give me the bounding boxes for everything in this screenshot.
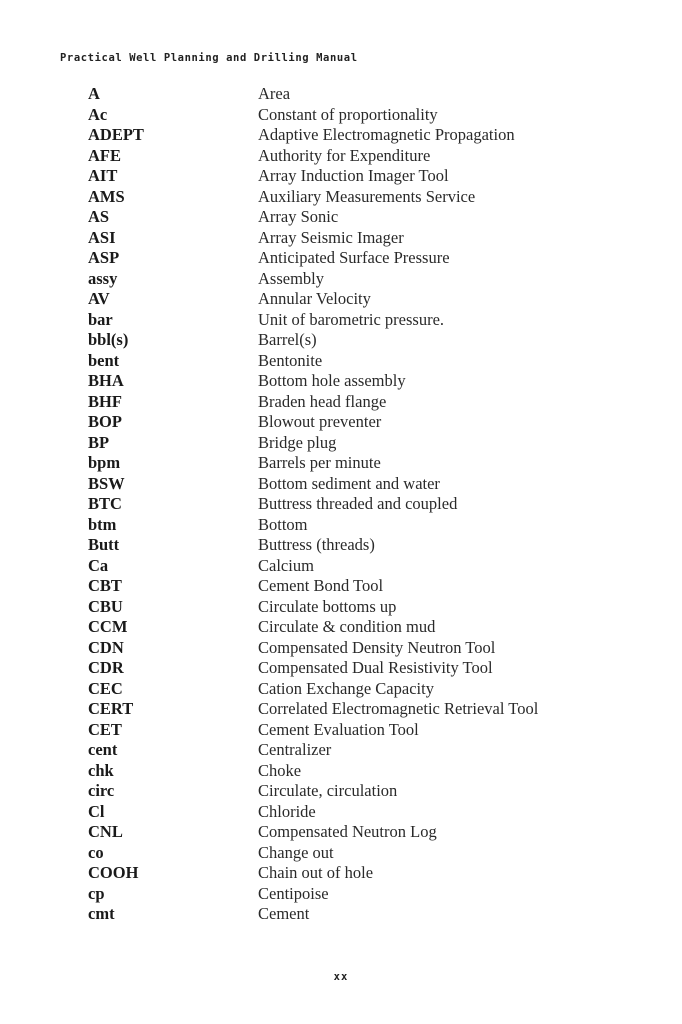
abbreviation-row <box>88 515 668 536</box>
abbreviation-term: BTC <box>88 494 122 513</box>
abbreviation-term: ASP <box>88 248 120 267</box>
abbreviation-term: CBU <box>88 596 123 616</box>
abbreviation-term: AIT <box>88 166 118 185</box>
abbreviation-definition: Bottom hole assembly <box>258 371 406 390</box>
abbreviation-term: bent <box>88 350 120 370</box>
abbreviation-row <box>88 781 668 802</box>
abbreviation-term: assy <box>88 268 118 288</box>
abbreviation-row <box>88 207 668 228</box>
abbreviation-term: bar <box>88 309 113 329</box>
abbreviation-term: AV <box>88 289 110 308</box>
abbreviation-row <box>88 761 668 782</box>
abbreviation-definition: Constant of proportionality <box>258 104 438 124</box>
abbreviation-definition: Authority for Expenditure <box>258 145 431 165</box>
abbreviation-term: CDR <box>88 658 124 677</box>
abbreviation-definition: Adaptive Electromagnetic Propagation <box>258 125 515 144</box>
abbreviation-row <box>88 638 668 659</box>
abbreviation-row <box>88 658 668 679</box>
abbreviation-row <box>88 248 668 269</box>
abbreviation-definition: Centralizer <box>258 740 332 759</box>
abbreviation-definition: Cement <box>258 904 310 923</box>
abbreviation-definition: Compensated Neutron Log <box>258 822 437 841</box>
abbreviation-row <box>88 597 668 618</box>
abbreviation-definition: Choke <box>258 760 302 780</box>
abbreviation-term: BHF <box>88 391 122 411</box>
abbreviation-term: BOP <box>88 412 122 431</box>
abbreviation-term: cmt <box>88 904 115 923</box>
abbreviation-definition: Centipoise <box>258 883 329 903</box>
abbreviation-definition: Assembly <box>258 268 324 288</box>
abbreviation-term: CDN <box>88 637 124 657</box>
abbreviation-definition: Circulate bottoms up <box>258 596 397 616</box>
abbreviation-term: btm <box>88 514 117 534</box>
abbreviation-row <box>88 310 668 331</box>
abbreviation-definition: Buttress threaded and coupled <box>258 494 458 513</box>
abbreviation-row <box>88 720 668 741</box>
abbreviation-row <box>88 269 668 290</box>
abbreviation-term: CEC <box>88 678 123 698</box>
abbreviation-definition: Array Seismic Imager <box>258 227 404 247</box>
abbreviation-row <box>88 822 668 843</box>
abbreviation-term: bbl(s) <box>88 330 129 349</box>
abbreviation-term: A <box>88 84 100 103</box>
abbreviation-definition: Auxiliary Measurements Service <box>258 186 476 206</box>
abbreviation-row <box>88 84 668 105</box>
abbreviation-row <box>88 699 668 720</box>
abbreviation-term: circ <box>88 781 115 800</box>
abbreviation-term: AMS <box>88 186 125 206</box>
abbreviation-term: CERT <box>88 699 134 718</box>
abbreviation-definition: Cement Evaluation Tool <box>258 719 419 739</box>
abbreviation-row <box>88 535 668 556</box>
abbreviation-row <box>88 187 668 208</box>
abbreviation-definition: Array Sonic <box>258 207 339 226</box>
abbreviation-row <box>88 494 668 515</box>
abbreviation-row <box>88 125 668 146</box>
abbreviation-row <box>88 904 668 925</box>
abbreviation-definition: Circulate & condition mud <box>258 617 436 636</box>
abbreviation-definition: Compensated Density Neutron Tool <box>258 637 496 657</box>
abbreviation-term: Butt <box>88 535 120 554</box>
abbreviation-row <box>88 576 668 597</box>
abbreviation-term: Ac <box>88 104 108 124</box>
abbreviation-term: cent <box>88 740 118 759</box>
abbreviation-definition: Chain out of hole <box>258 863 374 882</box>
abbreviation-definition: Blowout preventer <box>258 412 382 431</box>
abbreviation-row <box>88 679 668 700</box>
abbreviation-definition: Correlated Electromagnetic Retrieval Tool <box>258 699 539 718</box>
abbreviation-definition: Circulate, circulation <box>258 781 398 800</box>
abbreviation-row <box>88 474 668 495</box>
abbreviation-row <box>88 392 668 413</box>
running-head: Practical Well Planning and Drilling Manual <box>60 52 358 64</box>
abbreviation-definition: Anticipated Surface Pressure <box>258 248 450 267</box>
abbreviation-definition: Barrels per minute <box>258 453 381 472</box>
abbreviation-row <box>88 351 668 372</box>
abbreviation-definition: Chloride <box>258 801 316 821</box>
abbreviation-term: BSW <box>88 473 125 493</box>
abbreviation-definition: Cation Exchange Capacity <box>258 678 434 698</box>
abbreviation-definition: Bridge plug <box>258 432 337 452</box>
abbreviation-row <box>88 433 668 454</box>
abbreviation-definition: Buttress (threads) <box>258 535 375 554</box>
abbreviation-term: bpm <box>88 453 121 472</box>
abbreviation-row <box>88 166 668 187</box>
abbreviation-row <box>88 371 668 392</box>
abbreviation-term: ASI <box>88 227 116 247</box>
abbreviation-list <box>88 84 668 925</box>
abbreviation-definition: Compensated Dual Resistivity Tool <box>258 658 493 677</box>
abbreviation-term: BHA <box>88 371 124 390</box>
abbreviation-row <box>88 884 668 905</box>
abbreviation-term: CNL <box>88 822 123 841</box>
abbreviation-definition: Cement Bond Tool <box>258 576 384 595</box>
abbreviation-term: AFE <box>88 145 121 165</box>
abbreviation-term: COOH <box>88 863 139 882</box>
abbreviation-definition: Area <box>258 84 291 103</box>
abbreviation-definition: Bottom <box>258 514 308 534</box>
abbreviation-row <box>88 105 668 126</box>
abbreviation-row <box>88 228 668 249</box>
abbreviation-row <box>88 289 668 310</box>
abbreviation-row <box>88 740 668 761</box>
abbreviation-row <box>88 863 668 884</box>
abbreviation-term: ADEPT <box>88 125 144 144</box>
abbreviation-definition: Unit of barometric pressure. <box>258 309 445 329</box>
abbreviation-term: BP <box>88 432 110 452</box>
abbreviation-definition: Bottom sediment and water <box>258 473 440 493</box>
abbreviation-term: AS <box>88 207 110 226</box>
abbreviation-term: cp <box>88 883 105 903</box>
abbreviation-term: CCM <box>88 617 128 636</box>
abbreviation-definition: Bentonite <box>258 350 323 370</box>
abbreviation-definition: Calcium <box>258 555 314 575</box>
abbreviation-term: Cl <box>88 801 105 821</box>
abbreviation-term: CET <box>88 719 122 739</box>
page-number: xx <box>333 971 349 983</box>
abbreviation-row <box>88 146 668 167</box>
abbreviation-definition: Barrel(s) <box>258 330 317 349</box>
abbreviation-row <box>88 412 668 433</box>
abbreviation-row <box>88 843 668 864</box>
abbreviation-definition: Array Induction Imager Tool <box>258 166 449 185</box>
abbreviation-term: Ca <box>88 555 109 575</box>
abbreviation-definition: Change out <box>258 842 334 862</box>
abbreviation-term: CBT <box>88 576 122 595</box>
abbreviation-definition: Annular Velocity <box>258 289 371 308</box>
abbreviation-row <box>88 617 668 638</box>
abbreviation-term: chk <box>88 760 114 780</box>
abbreviation-row <box>88 453 668 474</box>
abbreviation-row <box>88 556 668 577</box>
abbreviation-definition: Braden head flange <box>258 391 387 411</box>
abbreviation-row <box>88 802 668 823</box>
abbreviation-row <box>88 330 668 351</box>
abbreviation-term: co <box>88 842 104 862</box>
